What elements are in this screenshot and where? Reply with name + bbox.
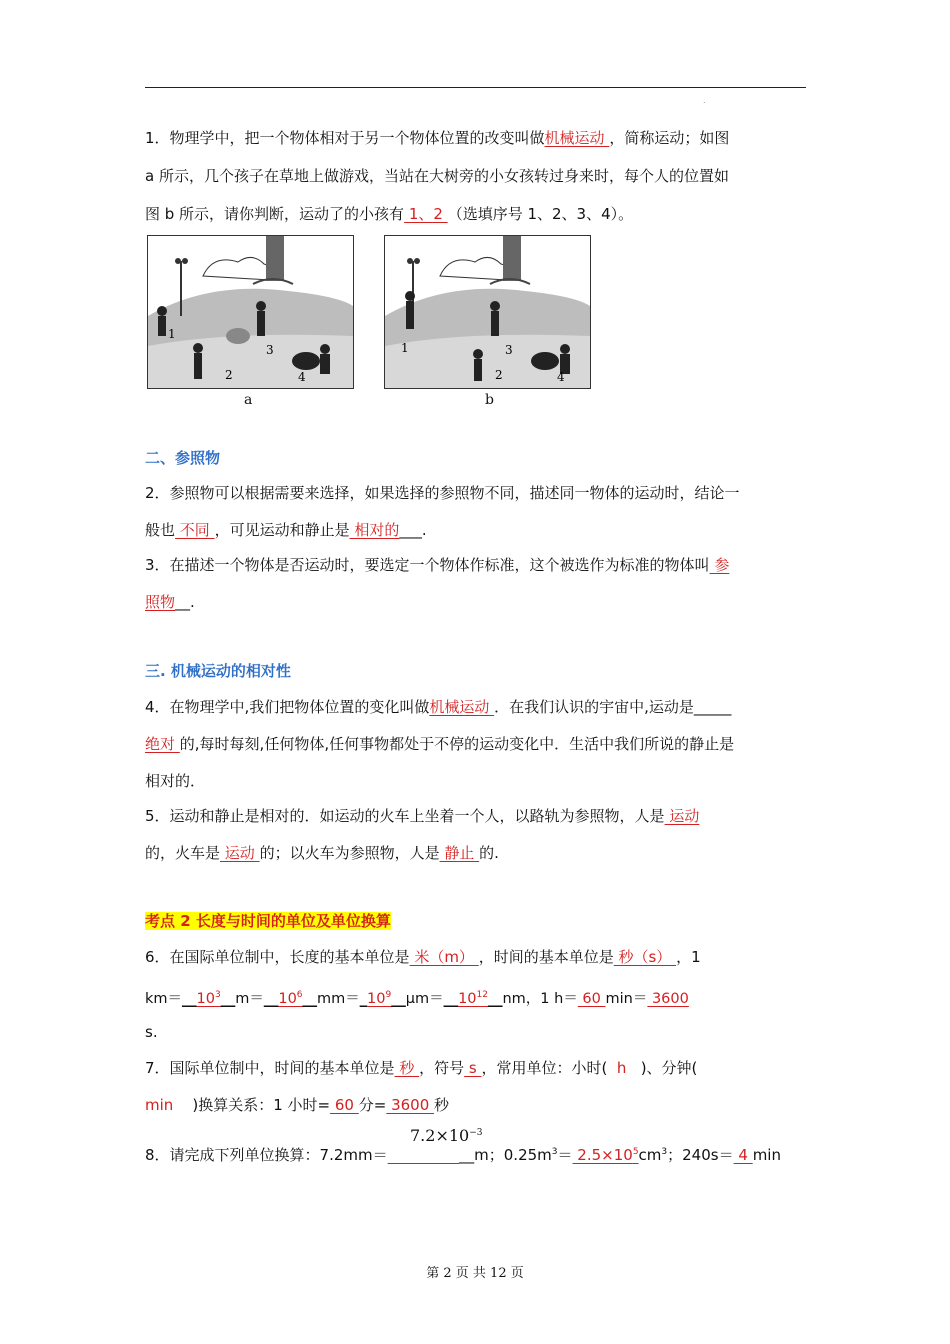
q4-answer-1: 机械运动 <box>429 698 495 716</box>
q1-answer-2: 1、2 <box>404 205 448 223</box>
q5-answer-1: 运动 <box>664 807 700 825</box>
q6-line-2: $km=\_\_10^3\_\_m=\_\_10^6\_\_mm=\_10^9\_\_\mu m=\_\_10^{12}\_\_nm$，1 h＝ 60 min＝ 3600 <box>145 990 689 1007</box>
fig-a-kid-2: 2 <box>225 368 233 382</box>
q2-line-2: 般也 不同 ，可见运动和静止是 相对的___. <box>145 521 427 539</box>
figure-a-caption: a <box>244 392 253 408</box>
figure-b-caption: b <box>485 392 494 408</box>
q3-line-2: 照物__. <box>145 593 195 611</box>
q5-answer-2: 运动 <box>220 844 260 862</box>
fig-b-kid-2: 2 <box>495 368 503 382</box>
q1-line-3: 图 b 所示，请你判断，运动了的小孩有 1、2 （选填序号 1、2、3、4）。 <box>145 205 634 223</box>
fig-a-kid-3: 3 <box>266 343 274 357</box>
q8-answer-3: 4 <box>733 1146 753 1164</box>
q6-line-3: s. <box>145 1023 158 1041</box>
q1-line-1: 1．物理学中，把一个物体相对于另一个物体位置的改变叫做机械运动 ，简称运动；如图 <box>145 129 730 147</box>
q1-line-2: a 所示，几个孩子在草地上做游戏，当站在大树旁的小女孩转过身来时，每个人的位置如 <box>145 167 729 185</box>
fig-a-kid-4: 4 <box>298 370 306 384</box>
q4-answer-2: 绝对 <box>145 735 180 753</box>
q4-line-3: 相对的． <box>145 772 206 790</box>
q2-answer-2: 相对的 <box>349 521 400 539</box>
q6-line-1: 6．在国际单位制中，长度的基本单位是 米（m） ，时间的基本单位是 秒（s） ，1 <box>145 948 701 966</box>
q4-line-2: 绝对 的,每时每刻,任何物体,任何事物都处于不停的运动变化中．生活中我们所说的静止是 <box>145 735 735 753</box>
q8-answer-1: $7.2\times 10^{-3}$ <box>410 1126 483 1145</box>
q2-answer-1: 不同 <box>175 521 215 539</box>
section-2-title: 二、参照物 <box>145 449 221 467</box>
q2-line-1: 2．参照物可以根据需要来选择，如果选择的参照物不同，描述同一物体的运动时，结论一 <box>145 484 740 502</box>
fig-a-kid-1: 1 <box>168 327 176 341</box>
q3-line-1: 3．在描述一个物体是否运动时，要选定一个物体作标准，这个被选作为标准的物体叫 参 <box>145 556 730 574</box>
q8-line-1: 8．请完成下列单位换算：7.2mm＝ __m；$0.25m^3= 2.5\times 10^5cm^3$；240s＝ 4 min <box>145 1146 781 1164</box>
q6-answer-1: 米（m） <box>409 948 479 966</box>
keypoint-2-title: 考点 2 长度与时间的单位及单位换算 <box>145 912 391 930</box>
section-3-title: 三. 机械运动的相对性 <box>145 662 291 680</box>
q7-answer-1: 秒 <box>394 1059 420 1077</box>
q6-answer-2: 秒（s） <box>613 948 677 966</box>
q7-answer-2: s <box>464 1059 482 1077</box>
fig-b-kid-1: 1 <box>401 341 409 355</box>
q4-line-1: 4．在物理学中,我们把物体位置的变化叫做机械运动 ．在我们认识的宇宙中,运动是_____ <box>145 698 732 716</box>
q3-answer-part-2: 照物 <box>145 593 176 611</box>
page-footer: 第 2 页 共 12 页 <box>426 1266 524 1281</box>
q5-line-2: 的，火车是 运动 的；以火车为参照物，人是 静止 的. <box>145 844 499 862</box>
figure-b <box>384 235 591 389</box>
q7-line-1: 7．国际单位制中，时间的基本单位是 秒 ，符号 s ，常用单位：小时( h )、分钟( <box>145 1059 698 1077</box>
q5-line-1: 5．运动和静止是相对的．如运动的火车上坐着一个人，以路轨为参照物，人是 运动 <box>145 807 700 825</box>
header-dot: . <box>703 96 706 105</box>
figure-a <box>147 235 354 389</box>
q7-line-2: min )换算关系：1 小时= 60 分= 3600 秒 <box>145 1096 450 1114</box>
q5-answer-3: 静止 <box>439 844 480 862</box>
fig-b-kid-4: 4 <box>557 370 565 384</box>
header-rule <box>145 87 806 88</box>
q1-answer-1: 机械运动 <box>544 129 610 147</box>
q3-answer-part-1: 参 <box>709 556 730 574</box>
fig-b-kid-3: 3 <box>505 343 513 357</box>
